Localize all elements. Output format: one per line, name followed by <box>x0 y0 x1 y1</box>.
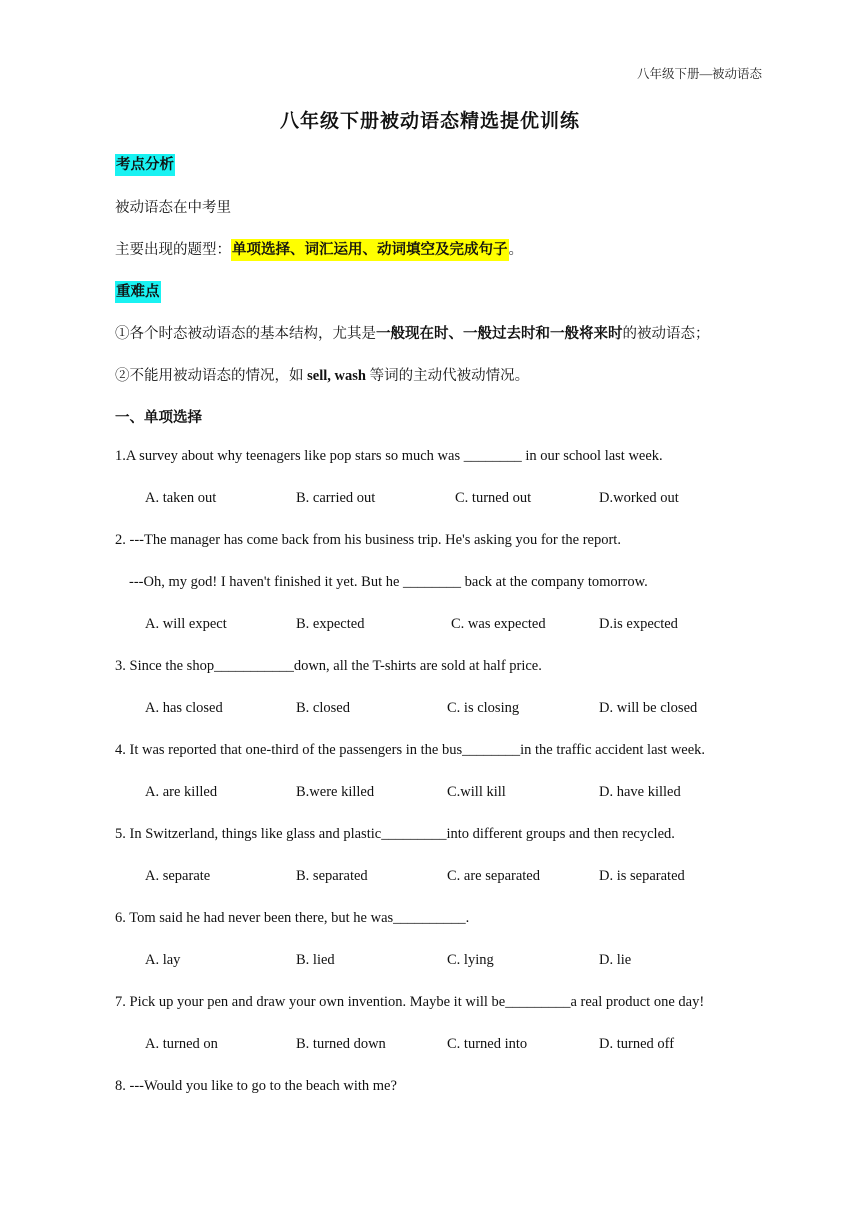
key2-prefix: ②不能用被动语态的情况，如 <box>115 368 308 384</box>
q4-option-d: D. have killed <box>599 784 681 800</box>
q4-option-c: C.will kill <box>447 784 506 800</box>
q4-blank: ________ <box>462 742 521 758</box>
key1-suffix: 的被动语态； <box>622 326 710 342</box>
page-header: 八年级下册—被动语态 <box>636 67 762 81</box>
q5-blank: _________ <box>381 826 447 842</box>
key-point-1 <box>115 322 710 343</box>
q4-stem-b: in the traffic accident last week. <box>520 742 706 758</box>
question-7-stem <box>115 994 704 1011</box>
q2-option-a: A. will expect <box>145 616 227 632</box>
question-4-stem <box>115 742 705 759</box>
q7-option-d: D. turned off <box>599 1036 675 1052</box>
q4-option-b: B.were killed <box>296 784 375 800</box>
section-label-key: 重难点 <box>115 281 161 303</box>
key2-suffix: 等词的主动代被动情况。 <box>365 368 530 384</box>
q5-option-b: B. separated <box>296 868 368 884</box>
q4-stem-a: 4. It was reported that one-third of the passengers in the bus <box>115 742 463 758</box>
q1-option-a: A. taken out <box>145 490 217 506</box>
analysis-highlight: 单项选择、词汇运用、动词填空及完成句子 <box>231 239 509 261</box>
question-1-stem: 1.A survey about why teenagers like pop stars so much was ________ in our school last week. <box>115 448 663 464</box>
q6-stem-a: 6. Tom said he had never been there, but he was <box>115 910 394 926</box>
q5-stem-a: 5. In Switzerland, things like glass and plastic <box>115 826 382 842</box>
section-label-analysis: 考点分析 <box>115 154 175 176</box>
q7-option-c: C. turned into <box>447 1036 528 1052</box>
question-8-stem: 8. ---Would you like to go to the beach with me? <box>115 1078 397 1094</box>
q6-option-c: C. lying <box>447 952 494 968</box>
analysis-line-2 <box>115 238 523 259</box>
section-key <box>115 280 161 301</box>
q2-option-d: D.is expected <box>599 616 678 632</box>
question-2-stem: 2. ---The manager has come back from his business trip. He's asking you for the report. <box>115 532 621 548</box>
q5-option-d: D. is separated <box>599 868 685 884</box>
question-2-stem-2: ---Oh, my god! I haven't finished it yet. But he ________ back at the company tomorrow. <box>129 574 648 590</box>
q3-option-a: A. has closed <box>145 700 223 716</box>
section-analysis <box>115 153 175 174</box>
question-5-stem <box>115 826 675 843</box>
key1-prefix: ①各个时态被动语态的基本结构，尤其是 <box>115 326 376 342</box>
q5-stem-b: into different groups and then recycled. <box>446 826 675 842</box>
q6-option-b: B. lied <box>296 952 335 968</box>
q7-stem-b: a real product one day! <box>570 994 705 1010</box>
part1-heading: 一、单项选择 <box>115 410 202 426</box>
question-3-stem: 3. Since the shop___________down, all the T-shirts are sold at half price. <box>115 658 542 674</box>
q3-option-c: C. is closing <box>447 700 520 716</box>
analysis-prefix: 主要出现的题型： <box>115 242 231 258</box>
q7-blank: _________ <box>505 994 571 1010</box>
q4-option-a: A. are killed <box>145 784 218 800</box>
q2-option-b: B. expected <box>296 616 365 632</box>
key2-bold: sell, wash <box>307 368 366 384</box>
q7-option-a: A. turned on <box>145 1036 218 1052</box>
q6-option-d: D. lie <box>599 952 632 968</box>
key-point-2 <box>115 364 529 385</box>
q3-option-b: B. closed <box>296 700 350 716</box>
question-6-stem <box>115 910 469 927</box>
q7-stem-a: 7. Pick up your pen and draw your own invention. Maybe it will be <box>115 994 506 1010</box>
analysis-suffix: 。 <box>508 242 523 258</box>
q6-blank: __________ <box>393 910 466 926</box>
analysis-line-1: 被动语态在中考里 <box>115 200 231 216</box>
q6-stem-b: . <box>465 910 470 926</box>
key1-bold: 一般现在时、一般过去时和一般将来时 <box>376 326 623 342</box>
q5-option-a: A. separate <box>145 868 211 884</box>
q5-option-c: C. are separated <box>447 868 540 884</box>
q1-option-b: B. carried out <box>296 490 376 506</box>
q7-option-b: B. turned down <box>296 1036 386 1052</box>
q1-option-d: D.worked out <box>599 490 679 506</box>
q3-option-d: D. will be closed <box>599 700 698 716</box>
q6-option-a: A. lay <box>145 952 181 968</box>
q2-option-c: C. was expected <box>451 616 546 632</box>
page-title: 八年级下册被动语态精选提优训练 <box>279 111 580 132</box>
q1-option-c: C. turned out <box>455 490 532 506</box>
